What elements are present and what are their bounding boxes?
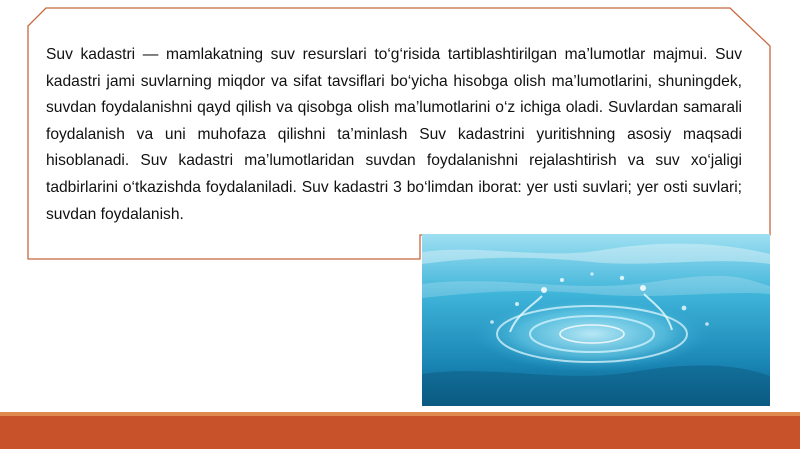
footer-band (0, 412, 800, 449)
water-splash-image (422, 234, 770, 406)
body-text: Suv kadastri — mamlakatning suv resurslari to‘g‘risida tartiblashtirilgan ma’lumotlar majmui. Suv kadastri jami suvlarning miqdor va sifat tavsiflari bo‘yicha hisobga olish ma’lumotlarini, shuningdek, suvdan foydalanishni qayd qilish va qisobga olish ma’lumotlarini o‘z ichiga oladi. Suvlardan samarali foydalanish va uni muhofaza qilishni ta’minlash Suv kadastrini yuritishning asosiy maqsadi hisoblanadi. Suv kadastri ma’lumotlaridan suvdan foydalanishni rejalashtirish va suv xo‘jaligi tadbirlarini o‘tkazishda foydalaniladi. Suv kadastri 3 bo‘limdan iborat: yer usti suvlari; yer osti suvlari; suvdan foydalanish. (46, 46, 742, 223)
footer-band-highlight (0, 412, 800, 416)
